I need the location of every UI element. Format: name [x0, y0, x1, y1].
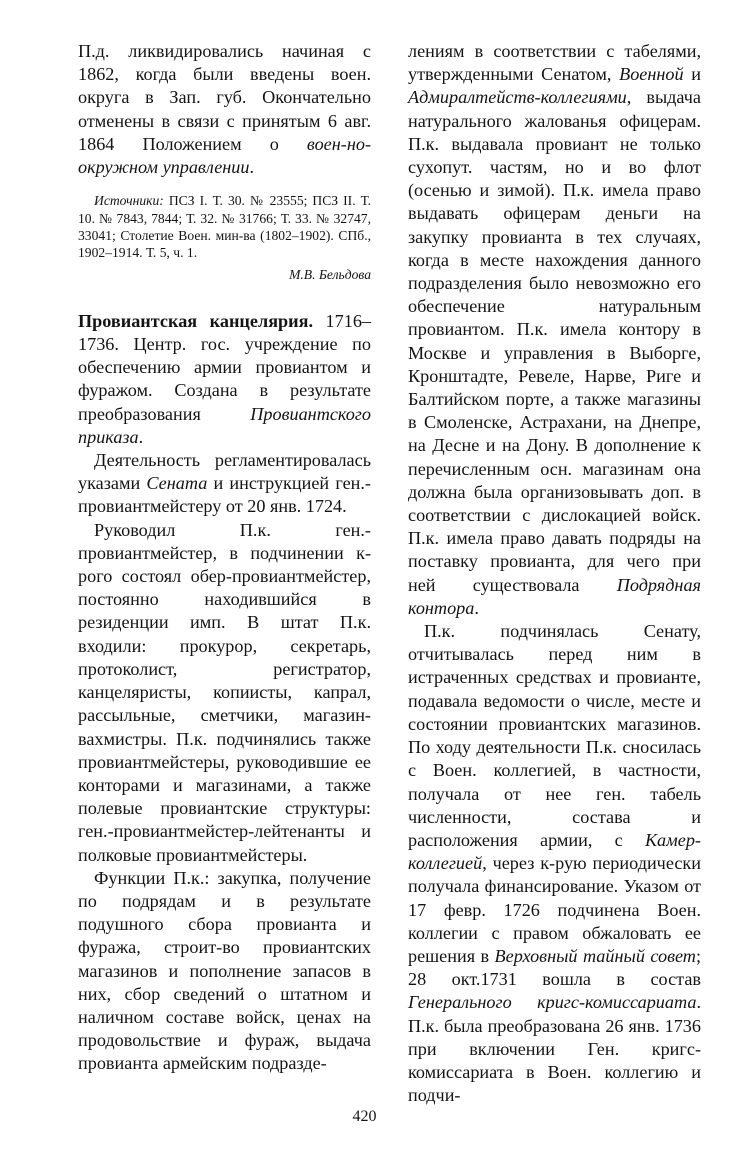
- paragraph-subordination: П.к. подчинялась Сенату, отчитывалась перед ним в истраченных средствах и провианте, подавала ведомости о числе, месте и состоянии провиантских магазинов. По ходу деятельности П.к. сносилась с Воен. коллегией, в частности, получала от нее ген. табель численности, состава и расположения армии, с Камер-коллегией, через к-рую периодически получала финансирование. Указом от 17 февр. 1726 подчинена Воен. коллегии с правом обжаловать ее решения в Верховный тайный совет; 28 окт.1731 вошла в состав Генерального кригс-комиссариата. П.к. была преобразована 26 янв. 1736 при включении Ген. кригс-комиссариата в Воен. коллегию и подчи-: [408, 621, 701, 1106]
- paragraph-continuation: П.д. ликвидировались начиная с 1862, когда были введены воен. округа в Зап. губ. Окончательно отменены в связи с принятым 6 авг. 1864 Положением о воен-но-окружном управлении.: [78, 41, 371, 178]
- left-column: [78, 40, 371, 1076]
- paragraph-functions: Функции П.к.: закупка, получение по подрядам и в результате подушного сбора провианта и фуража, строит-во провиантских магазинов и пополнение запасов в них, сбор сведений о штатном и наличном составе войск, ценах на продовольствие и фураж, выдача провианта армейским подразде-: [78, 867, 371, 1074]
- paragraph-functions-continued: лениям в соответствии с табелями, утвержденными Сенатом, Военной и Адмиралтейств-коллегиями, выдача натурального жалованья офицерам. П.к. выдавала провиант не только сухопут. частям, но и во флот (осенью и зимой). П.к. имела право выдавать офицерам деньги на закупку провианта в тех случаях, когда в месте нахождения данного подразделения было невозможно его обеспечение натуральным провиантом. П.к. имела контору в Москве и управления в Выборге, Кронштадте, Ревеле, Нарве, Риге и Балтийском порте, а также магазины в Смоленске, Астрахани, на Днепре, на Десне и на Дону. В дополнение к перечисленным осн. магазинам она должна была организовывать доп. в соответствии с дислокацией войск. П.к. имела право давать подряды на поставку провианта, для чего при ней существовала Подрядная контора.: [408, 41, 701, 618]
- right-column: [408, 40, 701, 1107]
- paragraph-regulation: Деятельность регламентировалась указами Сената и инструкцией ген.-провиантмейстеру от 20 янв. 1724.: [78, 450, 371, 517]
- entry-heading-paragraph: Провиантская канцелярия. 1716–1736. Центр. гос. учреждение по обеспечению армии провиантом и фуражом. Создана в результате преобразования Провиантского приказа.: [78, 310, 371, 447]
- page-number: 420: [352, 1108, 377, 1125]
- entry-title: Провиантская канцелярия.: [78, 310, 314, 331]
- article-author: М.В. Бельдова: [289, 266, 371, 282]
- sources-note: Источники: ПСЗ I. Т. 30. № 23555; ПСЗ II. Т. 10. № 7843, 7844; Т. 32. № 31766; Т. 33. № 32747, 33041; Столетие Воен. мин-ва (1802–1902). СПб., 1902–1914. Т. 5, ч. 1.: [78, 193, 371, 261]
- paragraph-staff: Руководил П.к. ген.-провиантмейстер, в подчинении к-рого состоял обер-провиантмейстер, постоянно находившийся в резиденции имп. В штат П.к. входили: прокурор, секретарь, протоколист, регистратор, канцеляристы, копиисты, капрал, рассыльные, сметчики, магазин-вахмистры. П.к. подчинялись также провиантмейстеры, руководившие ее конторами и магазинами, а также полевые провиантские структуры: ген.-провиантмейстер-лейтенанты и полковые провиантмейстеры.: [78, 519, 371, 865]
